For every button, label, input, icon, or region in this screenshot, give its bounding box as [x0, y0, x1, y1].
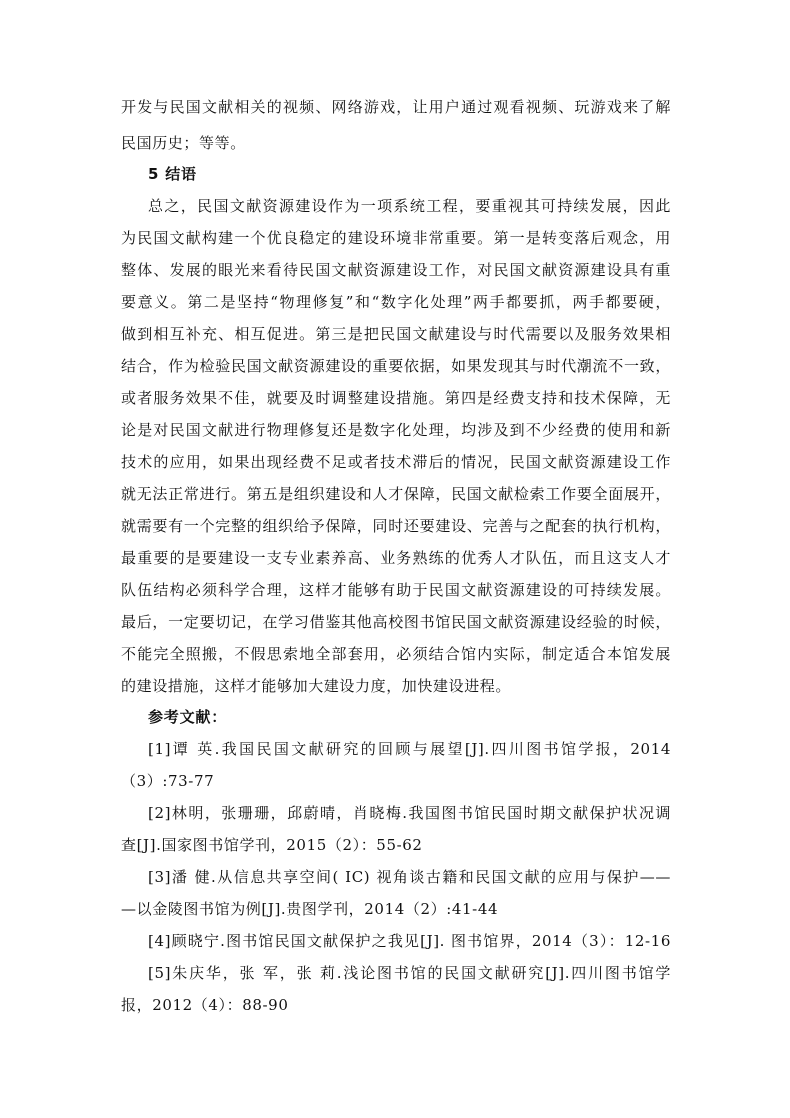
body-text-line: 做到相互补充、相互促进。第三是把民国文献建设与时代需要以及服务效果相 — [121, 325, 671, 343]
section-heading: 5 结语 — [148, 165, 197, 183]
body-text-line: 就无法正常进行。第五是组织建设和人才保障，民国文献检索工作要全面展开， — [121, 485, 671, 503]
references-heading: 参考文献： — [148, 708, 228, 726]
reference-text-line: [5]朱庆华，张 军，张 莉.浅论图书馆的民国文献研究[J].四川图书馆学 — [148, 964, 671, 982]
body-text-line: 论是对民国文献进行物理修复还是数字化处理，均涉及到不少经费的使用和新 — [121, 421, 671, 439]
reference-text-line: —以金陵图书馆为例[J].贵图学刊，2014（2）:41-44 — [121, 900, 499, 918]
reference-text-line: [4]顾晓宁.图书馆民国文献保护之我见[J]. 图书馆界，2014（3）：12-16 — [148, 932, 671, 950]
body-text-line: 民国历史；等等。 — [121, 134, 246, 152]
body-text-line: 开发与民国文献相关的视频、网络游戏，让用户通过观看视频、玩游戏来了解 — [121, 98, 671, 116]
body-text-line: 总之，民国文献资源建设作为一项系统工程，要重视其可持续发展，因此 — [148, 197, 671, 215]
body-text-line: 或者服务效果不佳，就要及时调整建设措施。第四是经费支持和技术保障，无 — [121, 389, 671, 407]
reference-text-line: 查[J].国家图书馆学刊，2015（2）：55-62 — [121, 836, 423, 854]
reference-text-line: [3]潘 健.从信息共享空间( IC) 视角谈古籍和民国文献的应用与保护—— — [148, 868, 671, 886]
body-text-line: 的建设措施，这样才能够加大建设力度，加快建设进程。 — [121, 677, 512, 695]
body-text-line: 不能完全照搬，不假思索地全部套用，必须结合馆内实际，制定适合本馆发展 — [121, 645, 671, 663]
reference-text-line: [1]谭 英.我国民国文献研究的回顾与展望[J].四川图书馆学报，2014 — [148, 740, 671, 758]
reference-text-line: （3）:73-77 — [121, 772, 215, 790]
body-text-line: 最后，一定要切记，在学习借鉴其他高校图书馆民国文献资源建设经验的时候， — [121, 613, 671, 631]
body-text-line: 就需要有一个完整的组织给予保障，同时还要建设、完善与之配套的执行机构， — [121, 517, 671, 535]
body-text-line: 结合，作为检验民国文献资源建设的重要依据，如果发现其与时代潮流不一致， — [121, 357, 671, 375]
body-text-line: 整体、发展的眼光来看待民国文献资源建设工作，对民国文献资源建设具有重 — [121, 261, 671, 279]
reference-text-line: 报，2012（4）：88-90 — [121, 996, 289, 1014]
body-text-line: 要意义。第二是坚持“物理修复”和“数字化处理”两手都要抓，两手都要硬， — [121, 293, 671, 311]
body-text-line: 为民国文献构建一个优良稳定的建设环境非常重要。第一是转变落后观念，用 — [121, 229, 671, 247]
reference-text-line: [2]林明，张珊珊，邱蔚晴，肖晓梅.我国图书馆民国时期文献保护状况调 — [148, 804, 671, 822]
body-text-line: 队伍结构必须科学合理，这样才能够有助于民国文献资源建设的可持续发展。 — [121, 581, 671, 599]
body-text-line: 技术的应用，如果出现经费不足或者技术滞后的情况，民国文献资源建设工作 — [121, 453, 671, 471]
body-text-line: 最重要的是要建设一支专业素养高、业务熟练的优秀人才队伍，而且这支人才 — [121, 549, 671, 567]
